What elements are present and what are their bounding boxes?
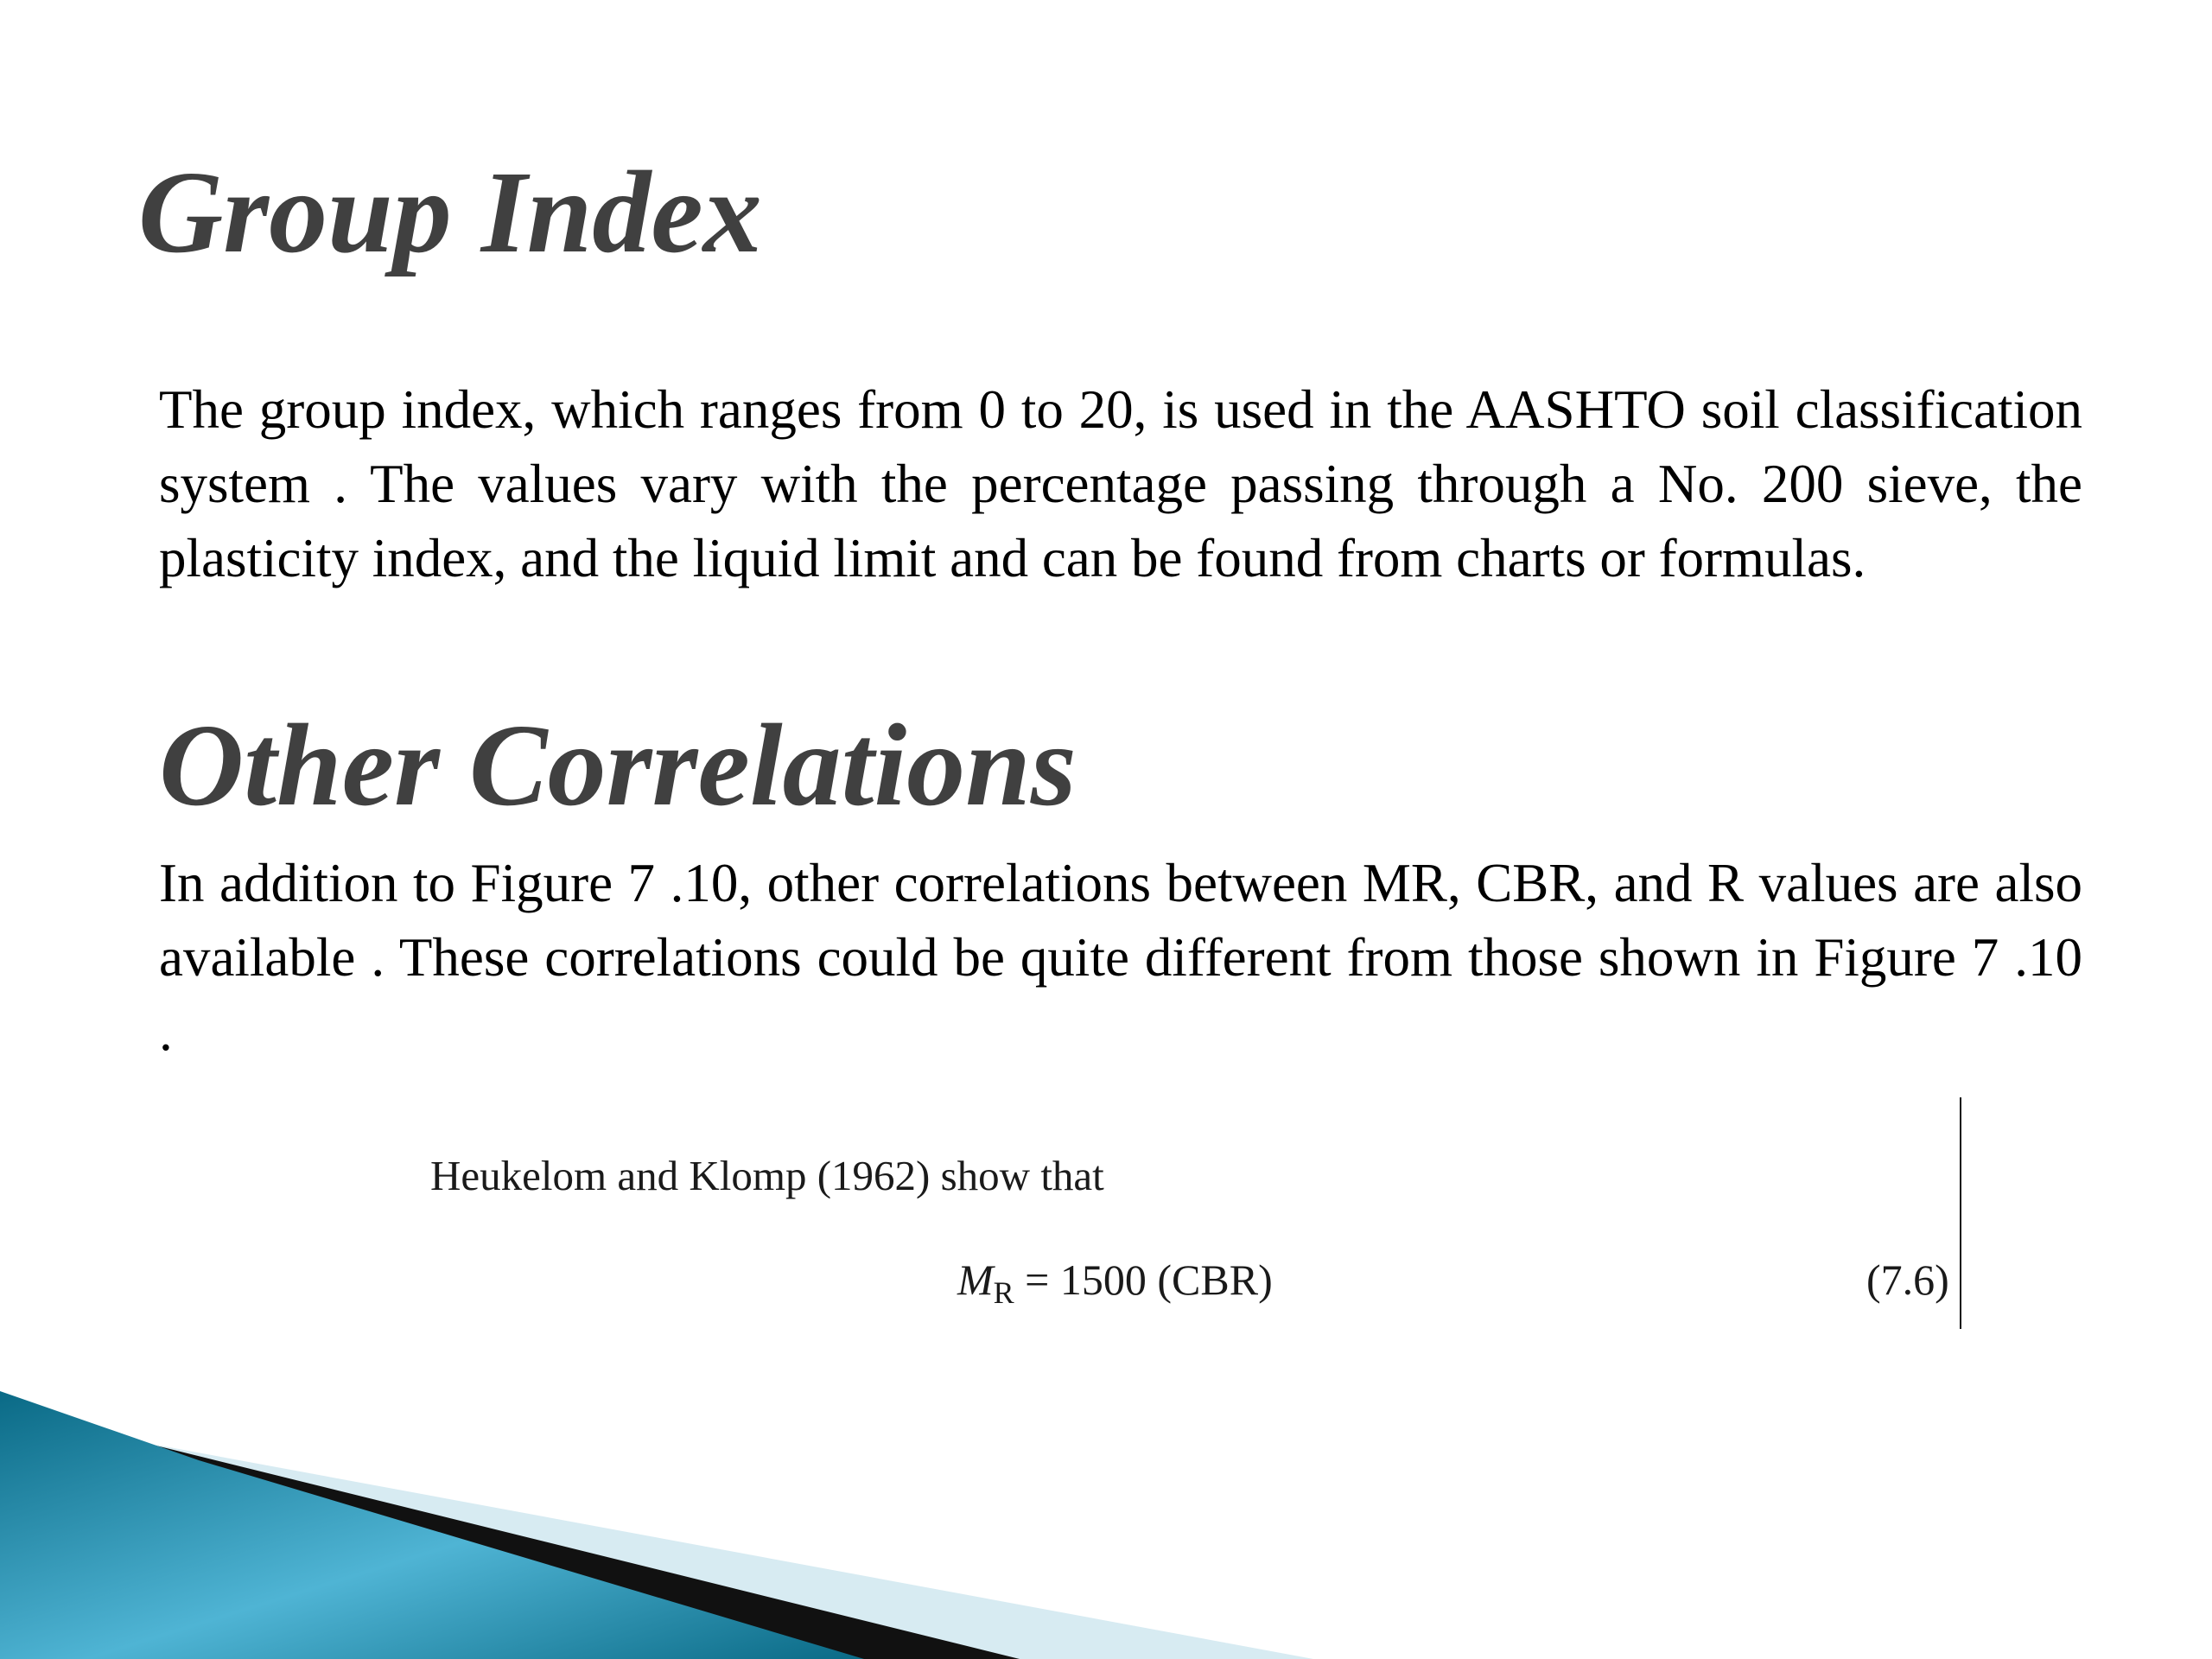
equation-expression: = 1500 (CBR) (1025, 1255, 1273, 1304)
group-index-heading: Group Index (138, 148, 762, 277)
figure-intro-text: Heukelom and Klomp (1962) show that (430, 1152, 1104, 1199)
equation-subscript: R (993, 1275, 1014, 1310)
other-correlations-heading: Other Correlations (159, 701, 1077, 830)
other-correlations-paragraph: In addition to Figure 7 .10, other correlations between MR, CBR, and R values are also available . These correlations could be quite different from those shown in Figure 7 .10 . (159, 853, 2082, 1062)
equation-number: (7.6) (1866, 1255, 1949, 1304)
equation-variable: M (957, 1255, 994, 1304)
group-index-paragraph: The group index, which ranges from 0 to 20, is used in the AASHTO soil classification system . The values vary with the percentage passing through a No. 200 sieve, the plasticity index, and the liquid limit and can be found from charts or formulas. (159, 379, 2082, 588)
